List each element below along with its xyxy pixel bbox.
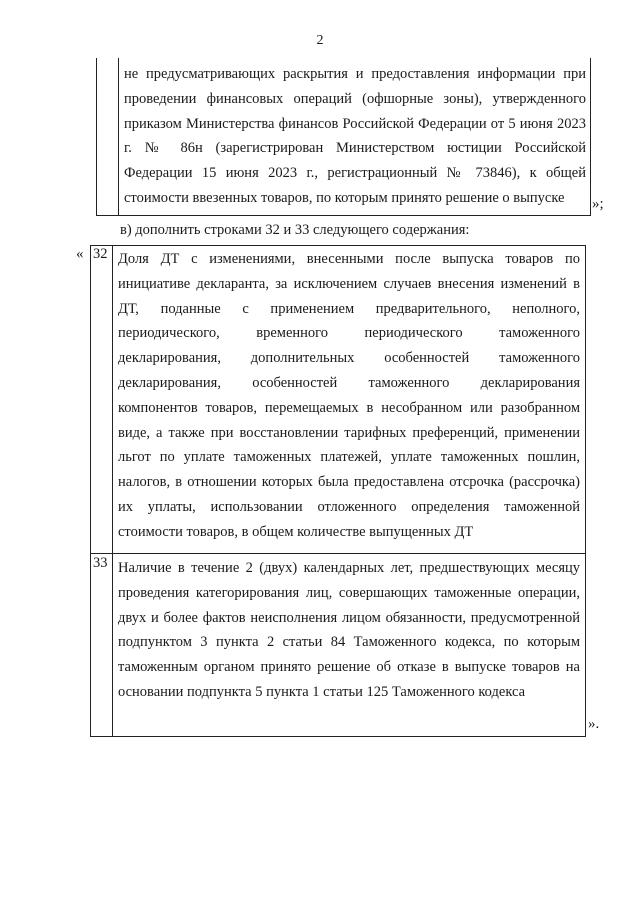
prev-row-right-border (590, 58, 591, 216)
prev-row-close-mark: »; (592, 196, 604, 212)
prev-row-divider (118, 58, 119, 216)
row-33-number: 33 (93, 555, 108, 571)
instruction-text: в) дополнить строками 32 и 33 следующего содержания: (120, 222, 470, 238)
row-separator (90, 553, 586, 554)
table-bottom-border (90, 736, 586, 737)
open-quote: « (76, 246, 84, 262)
table-right-border (585, 245, 586, 737)
row-33-text: Наличие в течение 2 (двух) календарных лет, предшествующих месяцу проведения категорирования лиц, совершающих таможенные операции, двух и более фактов неисполнения лицом обязанности, предусмотренной подпунктом 3 пункта 2 статьи 84 Таможенного кодекса, по которым таможенным органом принято решение об отказе в выпуске товаров на основании подпункта 5 пункта 1 статьи 125 Таможенного кодекса (118, 560, 580, 700)
row-32-number: 32 (93, 246, 108, 262)
prev-row-left-border (96, 58, 97, 216)
table-left-border (90, 245, 91, 737)
table-number-divider (112, 245, 113, 737)
prev-row-text: не предусматривающих раскрытия и предоставления информации при проведении финансовых операций (офшорные зоны), утвержденного приказом Министерства финансов Российской Федерации от 5 июня 2023 г. № 86н (зарегистрирован Министерством юстиции Российской Федерации 15 июня 2023 г., регистрационный № 73846), к общей стоимости ввезенных товаров, по которым принято решение о выпуске (124, 66, 586, 206)
close-quote: ». (588, 716, 600, 732)
row-32-text: Доля ДТ с изменениями, внесенными после выпуска товаров по инициативе декларанта, за исключением случаев внесения изменений в ДТ, поданные с применением предварительного, неполного, периодического, временного периодического таможенного декларирования, дополнительных особенностей таможенного декларирования, особенностей таможенного декларирования компонентов товаров, перемещаемых в несобранном или разобранном виде, а также при восстановлении тарифных преференций, применении льгот по уплате таможенных платежей, уплате таможенных пошлин, налогов, в отношении которых была предоставлена отсрочка (рассрочка) их уплаты, использовании отложенного определения таможенной стоимости товаров, в общем количестве выпущенных ДТ (118, 251, 580, 540)
page-number: 2 (316, 33, 324, 48)
prev-row-bottom-border (96, 215, 591, 216)
